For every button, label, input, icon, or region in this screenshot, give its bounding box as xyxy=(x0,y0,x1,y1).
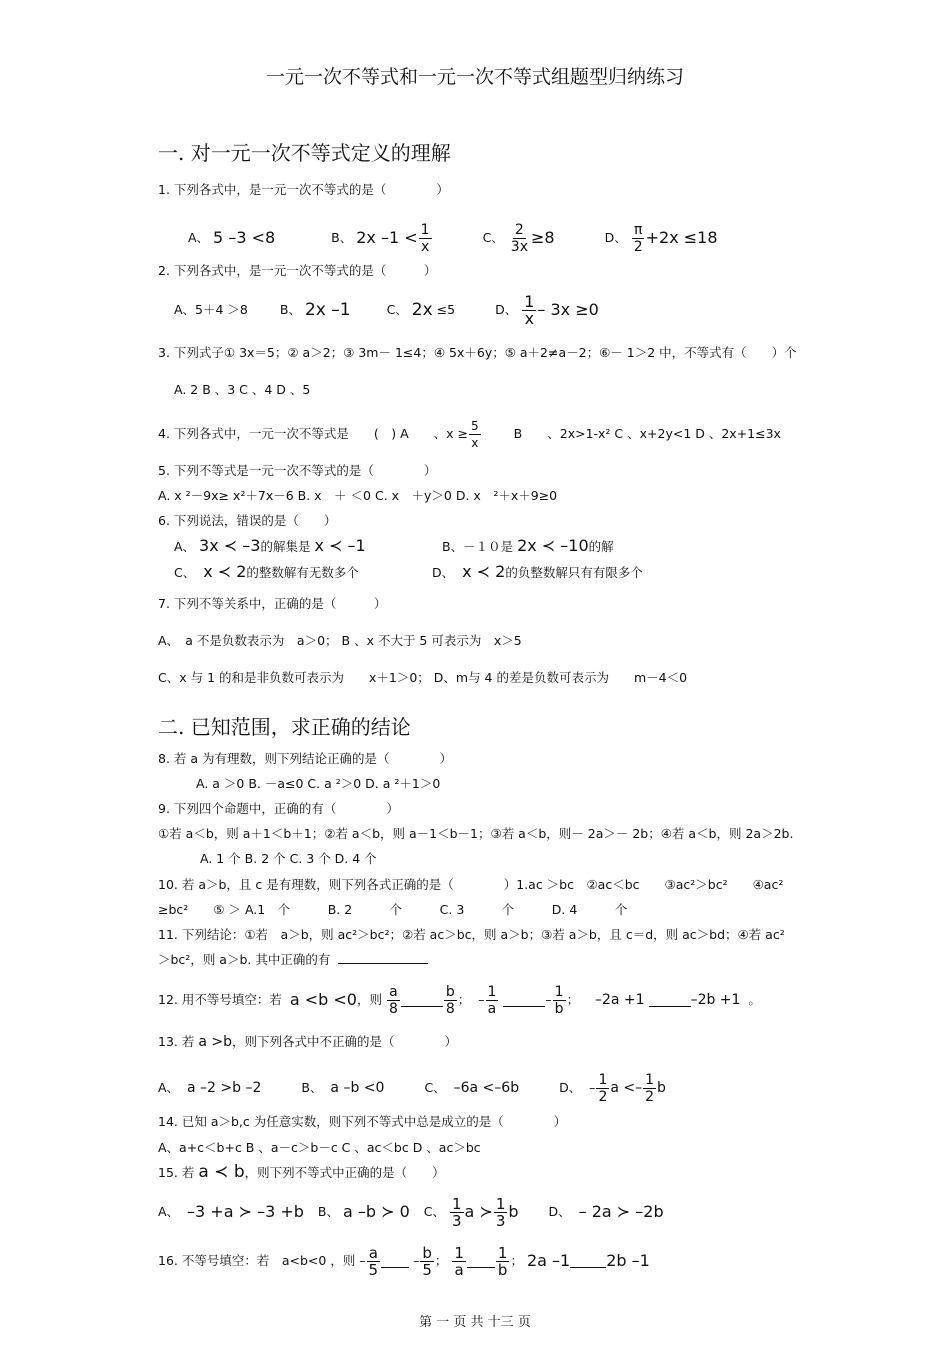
q6-option-d: D、 x ≺ 2的负整数解只有有限多个 xyxy=(432,562,643,581)
fraction: $\frac{1}{b}$ xyxy=(554,983,564,1017)
q2-options: A、5＋4 ＞8 B、 2x –1 C、 2x ≤5 D、 $\frac{1}{x}$ – 3x ≥0 xyxy=(174,291,599,328)
fraction: $\frac{b}{8}$ xyxy=(445,983,455,1017)
q14-stem: 14. 已知 a＞b,c 为任意实数，则下列不等式中总是成立的是（ ） xyxy=(158,1114,567,1129)
fraction: $\frac{5}{x}$ xyxy=(471,418,479,450)
q12: 12. 用不等号填空：若 a <b <0 ，则 $\frac{a}{8}$ $\frac{b}{8}$ ； – $\frac{1}{a}$ – $\frac{1}{b}$ ； –2a +1 –2b +1 。 xyxy=(158,983,761,1017)
fraction: $\frac{1}{2}$ xyxy=(645,1071,655,1105)
q9-statements: ①若 a＜b，则 a＋1＜b＋1；②若 a＜b，则 a－1＜b－1；③若 a＜b，则－ 2a＞－ 2b；④若 a＜b，则 2a＞2b. xyxy=(158,826,794,841)
answer-blank[interactable] xyxy=(570,1255,606,1268)
q7-options-ab: A、 a 不是负数表示为 a＞0； B 、x 不大于 5 可表示为 x＞5 xyxy=(158,633,522,648)
q9-options: A. 1 个 B. 2 个 C. 3 个 D. 4 个 xyxy=(200,851,377,866)
fraction: $\frac{2}{3x}$ xyxy=(510,221,528,255)
q13-stem: 13. 若 a >b，则下列各式中不正确的是（ ） xyxy=(158,1034,458,1050)
fraction: $\frac{1}{3}$ xyxy=(495,1194,506,1230)
q9-stem: 9. 下列四个命题中，正确的有（ ） xyxy=(158,801,399,816)
fraction: $\frac{1}{3}$ xyxy=(452,1194,462,1230)
answer-blank[interactable] xyxy=(381,1255,409,1268)
section-1-heading: 一. 对一元一次不等式定义的理解 xyxy=(158,141,451,165)
q3-options: A. 2 B 、3 C 、4 D 、5 xyxy=(174,382,311,397)
fraction: $\frac{1}{2}$ xyxy=(598,1071,608,1105)
q4: 4. 下列各式中，一元一次不等式是 ( ) A 、x ≥ $\frac{5}{x}$ B 、2x>1-x² C 、x+2y<1 D 、2x+1≤3x xyxy=(158,418,781,450)
answer-blank[interactable] xyxy=(503,994,545,1007)
fraction: $\frac{a}{8}$ xyxy=(388,983,398,1017)
answer-blank[interactable] xyxy=(338,951,428,964)
fraction: $\frac{\pi}{2}$ xyxy=(633,221,643,255)
fraction: $\frac{1}{x}$ xyxy=(420,221,430,255)
q10-line2: ≥bc² ⑤ ＞ A.1 个 B. 2 个 C. 3 个 D. 4 个 xyxy=(158,902,628,917)
q6-option-b: B、－１０是 2x ≺ –10的解 xyxy=(442,536,614,555)
q11-line1: 11. 下列结论：①若 a＞b，则 ac²＞bc²；②若 ac＞bc，则 a＞b；③若 a＞b，且 c＝d，则 ac＞bd；④若 ac² xyxy=(158,927,785,942)
answer-blank[interactable] xyxy=(401,994,443,1007)
fraction: $\frac{1}{b}$ xyxy=(497,1243,508,1279)
q7-stem: 7. 下列不等关系中，正确的是（ ） xyxy=(158,596,387,611)
q8-options: A. a ＞0 B. －a≤0 C. a ²＞0 D. a ²＋1＞0 xyxy=(196,776,441,791)
q15-options: A、 –3 +a ≻ –3 +b B、 a –b ≻ 0 C、 $\frac{1}{3}$ a ≻ $\frac{1}{3}$ b D、 – 2a ≻ –2b xyxy=(158,1194,664,1230)
q5-stem: 5. 下列不等式是一元一次不等式的是（ ） xyxy=(158,463,437,478)
q6-stem: 6. 下列说法，错误的是（ ） xyxy=(158,513,337,528)
q6-option-a: A、 3x ≺ –3的解集是 x ≺ –1 xyxy=(174,536,366,555)
fraction: $\frac{b}{5}$ xyxy=(422,1243,432,1279)
answer-blank[interactable] xyxy=(649,994,691,1007)
page-footer: 第 一 页 共 十三 页 xyxy=(419,1315,531,1330)
section-2-heading: 二. 已知范围，求正确的结论 xyxy=(158,715,411,739)
q11-line2: ＞bc²，则 a＞b. 其中正确的有 xyxy=(158,951,428,968)
answer-blank[interactable] xyxy=(467,1255,495,1268)
q1-options: A、 5 –3 <8 B、 2x –1 < $\frac{1}{x}$ C、 $\frac{2}{3x}$ ≥8 D、 $\frac{\pi}{2}$ +2x ≤18 xyxy=(188,221,718,255)
q3-stem: 3. 下列式子① 3x＝5；② a＞2；③ 3m－ 1≤4；④ 5x＋6y；⑤ a＋2≠a－2；⑥－ 1＞2 中，不等式有（ ）个 xyxy=(158,345,797,360)
fraction: $\frac{1}{a}$ xyxy=(454,1243,464,1279)
q15-stem: 15. 若 a ≺ b，则下列不等式中正确的是（ ） xyxy=(158,1162,445,1182)
fraction: $\frac{1}{x}$ xyxy=(524,291,535,328)
fraction: $\frac{a}{5}$ xyxy=(368,1243,379,1279)
fraction: $\frac{1}{a}$ xyxy=(487,983,497,1017)
q10-line1: 10. 若 a＞b，且 c 是有理数，则下列各式正确的是（ ）1.ac ＞bc ②ac＜bc ③ac²＞bc² ④ac² xyxy=(158,877,784,892)
q16: 16. 不等号填空：若 a<b<0 ，则 – $\frac{a}{5}$ – $\frac{b}{5}$ ； $\frac{1}{a}$ $\frac{1}{b}$ ； 2a –1 2b –1 xyxy=(158,1243,650,1279)
q14-options: A、a+c＜b+c B 、a－c＞b－c C 、ac＜bc D 、ac＞bc xyxy=(158,1140,481,1155)
q8-stem: 8. 若 a 为有理数，则下列结论正确的是（ ） xyxy=(158,751,453,766)
q2-stem: 2. 下列各式中，是一元一次不等式的是（ ） xyxy=(158,263,437,278)
document-title: 一元一次不等式和一元一次不等式组题型归纳练习 xyxy=(265,66,684,88)
q6-option-c: C、 x ≺ 2的整数解有无数多个 xyxy=(174,562,359,581)
q5-options: A. x ²－9x≥ x²＋7x－6 B. x ＋ ＜0 C. x ＋y＞0 D. x ²＋x＋9≥0 xyxy=(158,488,558,503)
q1-stem: 1. 下列各式中，是一元一次不等式的是（ ） xyxy=(158,182,449,197)
q7-options-cd: C、x 与 1 的和是非负数可表示为 x＋1＞0； D、m与 4 的差是负数可表示为 m－4＜0 xyxy=(158,670,688,685)
q13-options: A、 a –2 >b –2 B、 a –b <0 C、 –6a <–6b D、 – $\frac{1}{2}$ a <– $\frac{1}{2}$ b xyxy=(158,1071,666,1105)
